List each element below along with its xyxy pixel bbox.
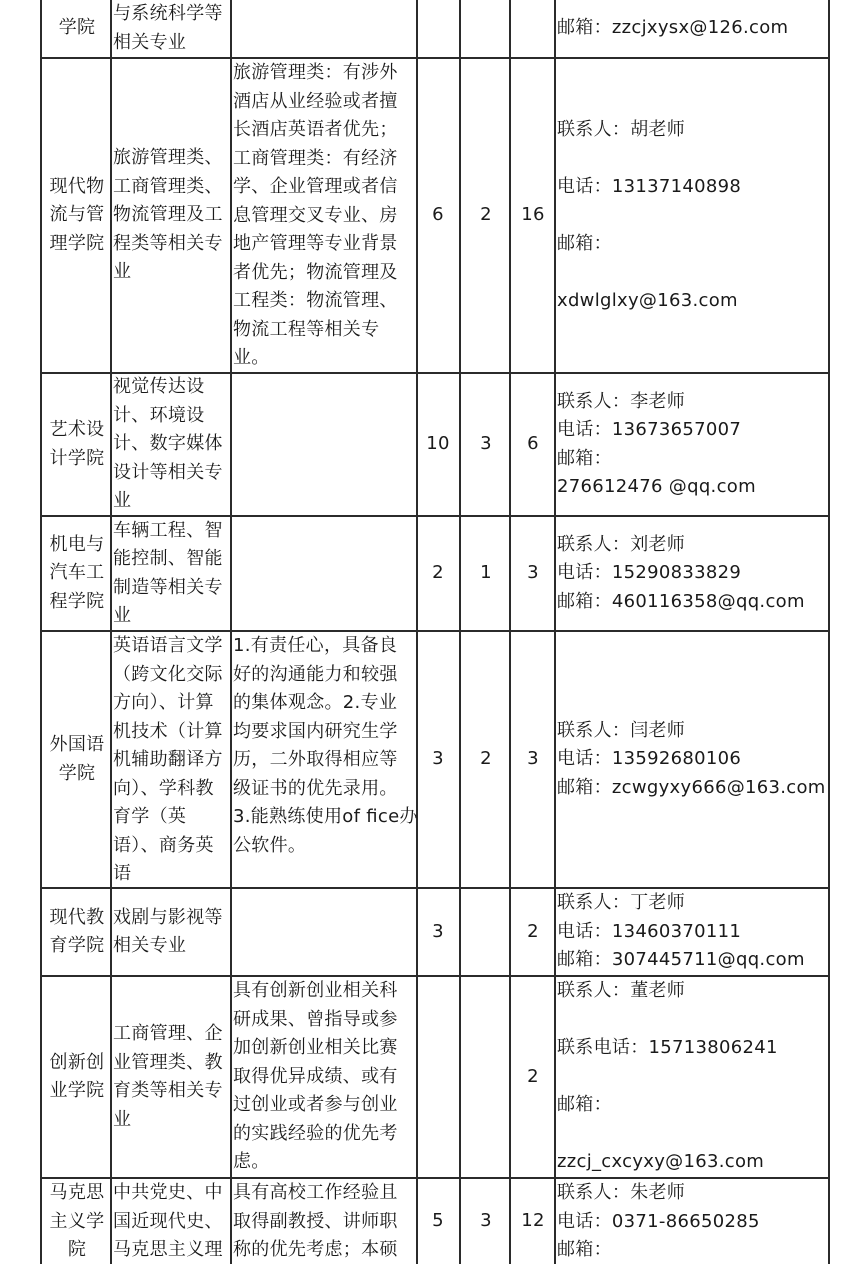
count-cell bbox=[512, 517, 554, 630]
contact-text: 联系人：董老师 联系电话：15713806241 邮箱： zzcj_cxcyxy@163.com bbox=[557, 980, 778, 1173]
major-cell bbox=[113, 977, 231, 1177]
count-value: 3 bbox=[432, 920, 444, 942]
count-value: 3 bbox=[480, 433, 492, 455]
count-value: 2 bbox=[432, 562, 444, 584]
grid-line bbox=[40, 0, 42, 1264]
requirement-cell bbox=[233, 1179, 418, 1265]
major-cell bbox=[113, 632, 231, 889]
requirement-cell bbox=[233, 59, 418, 373]
count-cell bbox=[466, 1207, 506, 1236]
major-text: 视觉传达设 计、环境设 计、数字媒体 设计等相关专 业 bbox=[113, 376, 223, 512]
college-cell bbox=[44, 1179, 110, 1265]
count-value: 3 bbox=[527, 562, 539, 584]
requirement-cell bbox=[233, 632, 418, 860]
count-value: 1 bbox=[480, 562, 492, 584]
grid-line bbox=[554, 0, 556, 1264]
college-cell bbox=[44, 0, 110, 57]
major-text: 戏剧与影视等 相关专业 bbox=[113, 906, 223, 956]
major-text: 中共党史、中 国近现代史、 马克思主义理 bbox=[113, 1182, 223, 1260]
contact-cell bbox=[557, 1179, 857, 1265]
count-value: 2 bbox=[480, 204, 492, 226]
count-value: 2 bbox=[480, 748, 492, 770]
college-name: 外国语 学院 bbox=[49, 734, 105, 784]
college-cell bbox=[44, 517, 110, 630]
college-name: 机电与 汽车工 程学院 bbox=[49, 533, 105, 612]
count-value: 3 bbox=[527, 748, 539, 770]
count-cell bbox=[512, 59, 554, 372]
major-cell bbox=[113, 1179, 231, 1265]
count-cell bbox=[420, 889, 456, 975]
major-text: 旅游管理类、 工商管理类、 物流管理及工 程类等相关专 业 bbox=[113, 147, 223, 283]
college-cell bbox=[44, 977, 110, 1177]
grid-line bbox=[110, 0, 112, 1264]
college-cell bbox=[44, 374, 110, 515]
requirement-cell bbox=[233, 977, 418, 1177]
college-name: 艺术设 计学院 bbox=[49, 419, 105, 469]
contact-cell bbox=[557, 889, 857, 975]
contact-text: 邮箱：zzcjxysx@126.com bbox=[557, 17, 789, 39]
requirement-text: 具有高校工作经验且 取得副教授、讲师职 称的优先考虑；本硕 bbox=[233, 1182, 398, 1260]
count-value: 5 bbox=[432, 1210, 444, 1231]
contact-text: 联系人：朱老师 电话：0371-86650285 邮箱： bbox=[557, 1182, 760, 1260]
grid-line bbox=[459, 0, 461, 1264]
count-value: 16 bbox=[521, 204, 545, 226]
contact-cell bbox=[557, 977, 857, 1177]
contact-text: 联系人：闫老师 电话：13592680106 邮箱：zcwgyxy666@163.com bbox=[557, 719, 826, 798]
contact-cell bbox=[557, 517, 857, 630]
count-cell bbox=[420, 374, 456, 515]
count-cell bbox=[420, 59, 456, 372]
contact-text: 联系人：丁老师 电话：13460370111 邮箱：307445711@qq.com bbox=[557, 892, 805, 971]
college-name: 创新创 业学院 bbox=[49, 1051, 105, 1101]
count-value: 2 bbox=[527, 920, 539, 942]
major-text: 工商管理、企 业管理类、教 育类等相关专 业 bbox=[113, 1023, 223, 1130]
major-cell bbox=[113, 517, 231, 630]
count-cell bbox=[512, 889, 554, 975]
count-value: 6 bbox=[432, 204, 444, 226]
count-cell bbox=[466, 632, 506, 887]
college-name: 马克思 主义学 院 bbox=[49, 1182, 105, 1260]
count-value: 6 bbox=[527, 433, 539, 455]
major-text: 与系统科学等 相关专业 bbox=[113, 3, 223, 53]
contact-cell bbox=[557, 59, 857, 372]
count-cell bbox=[466, 59, 506, 372]
count-cell bbox=[420, 632, 456, 887]
count-cell bbox=[466, 517, 506, 630]
college-cell bbox=[44, 889, 110, 975]
count-cell bbox=[420, 1207, 456, 1236]
contact-cell bbox=[557, 0, 857, 57]
count-cell bbox=[512, 632, 554, 887]
major-text: 车辆工程、智 能控制、智能 制造等相关专 业 bbox=[113, 519, 223, 626]
major-cell bbox=[113, 889, 231, 975]
contact-cell bbox=[557, 632, 857, 887]
contact-text: 联系人：李老师 电话：13673657007 邮箱： 276612476 @qq.com bbox=[557, 390, 756, 497]
count-cell bbox=[466, 374, 506, 515]
count-value: 12 bbox=[521, 1210, 545, 1231]
count-value: 3 bbox=[432, 748, 444, 770]
contact-text: 联系人：刘老师 电话：15290833829 邮箱：460116358@qq.com bbox=[557, 533, 805, 612]
count-cell bbox=[420, 517, 456, 630]
college-cell bbox=[44, 59, 110, 372]
college-name: 现代物 流与管 理学院 bbox=[49, 175, 105, 254]
count-cell bbox=[512, 374, 554, 515]
major-cell bbox=[113, 374, 231, 515]
contact-cell bbox=[557, 374, 857, 515]
major-text: 英语语言文学 （跨文化交际 方向）、计算 机技术（计算 机辅助翻译方 向）、学科教 育学（英 语）、商务英 语 bbox=[113, 635, 223, 884]
college-cell bbox=[44, 632, 110, 887]
requirement-text: 旅游管理类：有涉外 酒店从业经验或者擅 长酒店英语者优先； 工商管理类：有经济 学、企业管理或者信 息管理交叉专业、房 地产管理等专业背景 者优先；物流管理及 工程类：物流管理、 物流工程等相关专 业。 bbox=[233, 62, 398, 368]
count-value: 10 bbox=[426, 433, 450, 455]
count-cell bbox=[512, 1207, 554, 1236]
major-cell bbox=[113, 0, 231, 57]
count-value: 3 bbox=[480, 1210, 492, 1231]
grid-line bbox=[509, 0, 511, 1264]
major-cell bbox=[113, 59, 231, 372]
contact-text: 联系人：胡老师 电话：13137140898 邮箱： xdwlglxy@163.com bbox=[557, 118, 742, 311]
college-name: 现代教 育学院 bbox=[49, 906, 105, 956]
count-value: 2 bbox=[527, 1065, 539, 1087]
college-name: 学院 bbox=[58, 17, 96, 39]
requirement-text: 具有创新创业相关科 研成果、曾指导或参 加创新创业相关比赛 取得优异成绩、或有 过创业或者参与创业 的实践经验的优先考 虑。 bbox=[233, 980, 398, 1172]
count-cell bbox=[512, 977, 554, 1177]
requirement-text: 1.有责任心，具备良 好的沟通能力和较强 的集体观念。2.专业 均要求国内研究生学 历，二外取得相应等 级证书的优先录用。 3.能熟练使用of ﬁce办 公软件。 bbox=[233, 635, 418, 856]
